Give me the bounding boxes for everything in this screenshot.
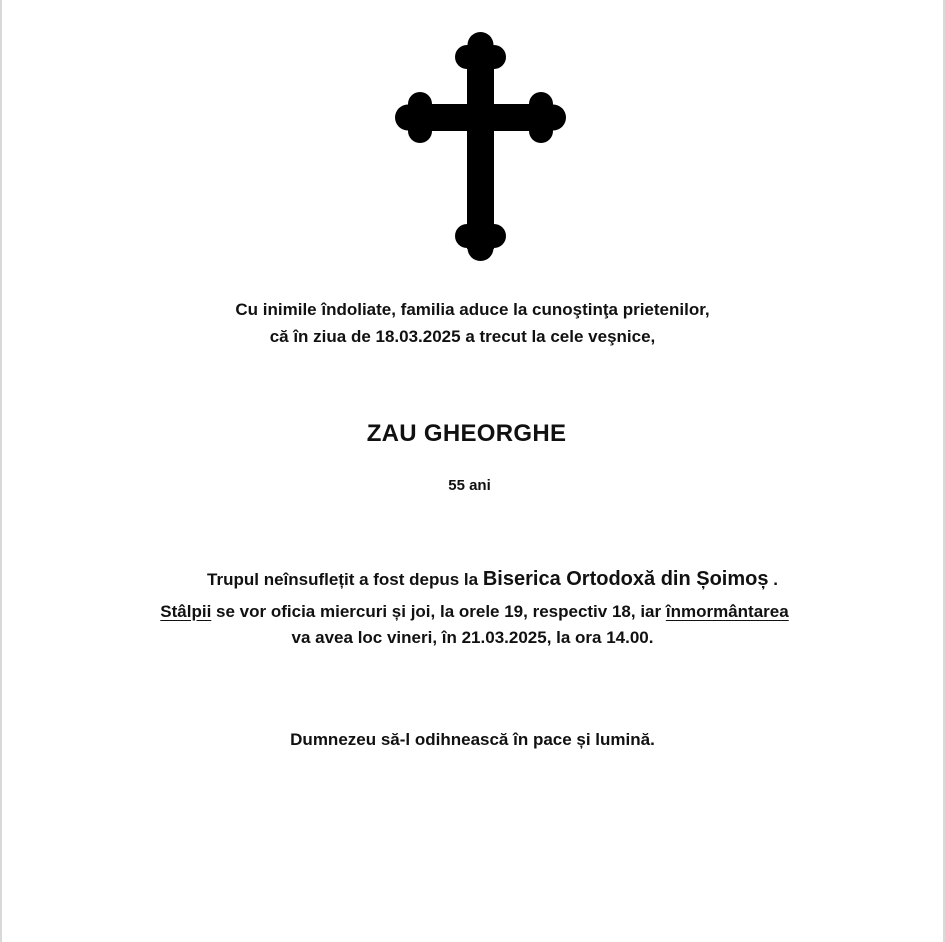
deceased-age: 55 ani [448,477,491,494]
body-line-3: va avea loc vineri, în 21.03.2025, la ora 14.00. [291,628,654,647]
intro-line-2: că în ziua de 18.03.2025 a trecut la cele veşnice, [269,327,656,346]
body-line-1 [20,568,945,591]
body-line-2-middle: se vor oficia miercuri și joi, la orele 19, respectiv 18, iar [216,602,662,621]
church-name: Biserica Ortodoxă din Șoimoș [482,568,769,590]
body-line-1-prefix: Trupul neînsuflețit a fost depus la [207,570,479,589]
deceased-name: ZAU GHEORGHE [366,420,567,447]
stalpii-word: Stâlpii [160,602,212,621]
closing-blessing: Dumnezeu să-l odihnească în pace și lumină. [290,730,655,749]
page-left-edge [0,0,2,942]
body-line-2 [2,602,945,622]
body-line-1-suffix: . [773,570,778,589]
intro-line-1: Cu inimile îndoliate, familia aduce la cunoştinţa prietenilor, [235,300,710,319]
burial-word: înmormântarea [665,602,789,621]
cross-icon [395,31,566,262]
